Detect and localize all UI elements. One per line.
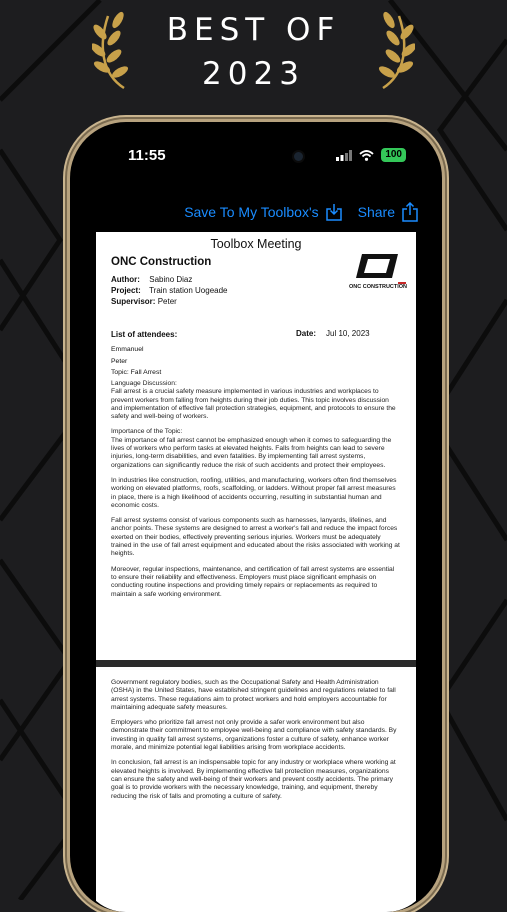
- banner-line-2: 2023: [202, 56, 305, 92]
- document-title: Toolbox Meeting: [210, 237, 302, 251]
- project-value: Train station Uogeade: [149, 286, 228, 295]
- document-meta: [111, 274, 228, 307]
- phone-screen: [80, 132, 432, 912]
- best-of-banner: [0, 8, 507, 96]
- attendees-list: [111, 344, 161, 379]
- front-camera: [294, 152, 303, 161]
- page-2-body: [111, 679, 401, 808]
- supervisor-value: Peter: [157, 297, 177, 306]
- laurel-left-icon: [92, 10, 132, 90]
- supervisor-label: Supervisor:: [111, 297, 156, 306]
- home-indicator: [211, 880, 305, 884]
- laurel-right-icon: [375, 10, 415, 90]
- topic-line: Topic: Fall Arrest: [111, 369, 162, 376]
- author-value: Sabino Diaz: [149, 275, 193, 284]
- share-button[interactable]: [358, 202, 418, 222]
- document-page-1: [96, 232, 416, 660]
- document-page-2: [96, 667, 416, 912]
- status-icons: [336, 148, 406, 162]
- company-name: ONC Construction: [111, 256, 212, 268]
- phone-frame: [70, 122, 442, 912]
- project-label: Project:: [111, 286, 141, 295]
- banner-line-1: BEST OF: [166, 12, 341, 48]
- paragraph: Government regulatory bodies, such as the Occupational Safety and Health Administration (OSHA) in the United States, have established stringent guidelines and regulations related to fall arrest systems. These regulations aim to protect workers and hold employers accountable for maintaining adequate safety measures.: [111, 679, 396, 711]
- wifi-icon: [359, 150, 374, 161]
- attendee-item: Emmanuel: [111, 346, 144, 353]
- attendees-label: List of attendees:: [111, 330, 178, 339]
- date-label: Date:: [296, 329, 317, 338]
- paragraph: In industries like construction, roofing, utilities, and manufacturing, workers often find themselves working on elevated platforms, roofs, scaffolding, or ladders. Without proper fall arrest measures in place, there is a high likelihood of accidents occurring, resulting in substantial human and economic costs.: [111, 476, 397, 509]
- share-button-label: Share: [357, 204, 395, 220]
- paragraph: Importance of the Topic: The importance of fall arrest cannot be emphasized enough when it comes to safeguarding the lives of workers who perform tasks at elevated heights. Falls from heights can lead to severe injuries, long-term disabilities, and even fatalities. By implementing fall arrest systems, organizations can significantly reduce the risk of such accidents and protect their employees.: [111, 428, 392, 469]
- save-to-toolbox-button[interactable]: [184, 203, 341, 221]
- download-icon: [326, 203, 342, 221]
- paragraph: In conclusion, fall arrest is an indispensable topic for any industry or workplace where working at elevated heights is involved. By implementing effective fall protection measures, organizations can ensure the safety and well-being of their workers and prevent costly accidents. The primary goal is to provide workers with the necessary knowledge, training, and equipment, thereby reducing the risk of falls and promoting a culture of safety.: [111, 759, 396, 800]
- status-time: 11:55: [128, 147, 166, 164]
- document-viewer[interactable]: [96, 232, 416, 912]
- company-logo: [348, 252, 408, 292]
- document-toolbar: [80, 186, 432, 238]
- share-icon: [402, 202, 418, 222]
- page-1-body: [111, 380, 401, 606]
- attendee-item: Peter: [111, 357, 128, 365]
- logo-text: ONC CONSTRUCTION: [348, 284, 408, 290]
- date-value: Jul 10, 2023: [326, 329, 370, 338]
- date-field: [296, 329, 370, 338]
- paragraph: Fall arrest systems consist of various components such as harnesses, lanyards, lifelines, and anchor points. These systems are designed to arrest a worker's fall and reduce the impact forces exerted on their bodies, effectively preventing serious injuries. Workers must be adequately trained in the use of fall arrest equipment and educated about the risks associated with working at heights.: [111, 517, 400, 558]
- paragraph: Language Discussion: Fall arrest is a crucial safety measure implemented in various industries and workplaces to prevent workers from falling from heights during their job duties. This topic involves discussion and implementation of effective fall protection strategies, equipment, and protocols to ensure the safety and well-being of workers.: [111, 380, 396, 421]
- signal-icon: [336, 150, 352, 161]
- paragraph: Employers who prioritize fall arrest not only provide a safer work environment but also demonstrate their commitment to employee well-being and compliance with safety standards. By investing in quality fall arrest systems, organizations foster a culture of safety, enhance worker morale, and minimize potential legal liabilities arising from workplace accidents.: [111, 719, 397, 752]
- battery-indicator: 100: [381, 148, 406, 162]
- author-label: Author:: [111, 275, 140, 284]
- paragraph: Moreover, regular inspections, maintenance, and certification of fall arrest systems are essential to ensure their reliability and effectiveness. Employers must place significant emphasis on conducting routine inspections and providing timely repairs or replacements as required to maintain a safe working environment.: [111, 565, 395, 598]
- save-button-label: Save To My Toolbox's: [184, 204, 319, 220]
